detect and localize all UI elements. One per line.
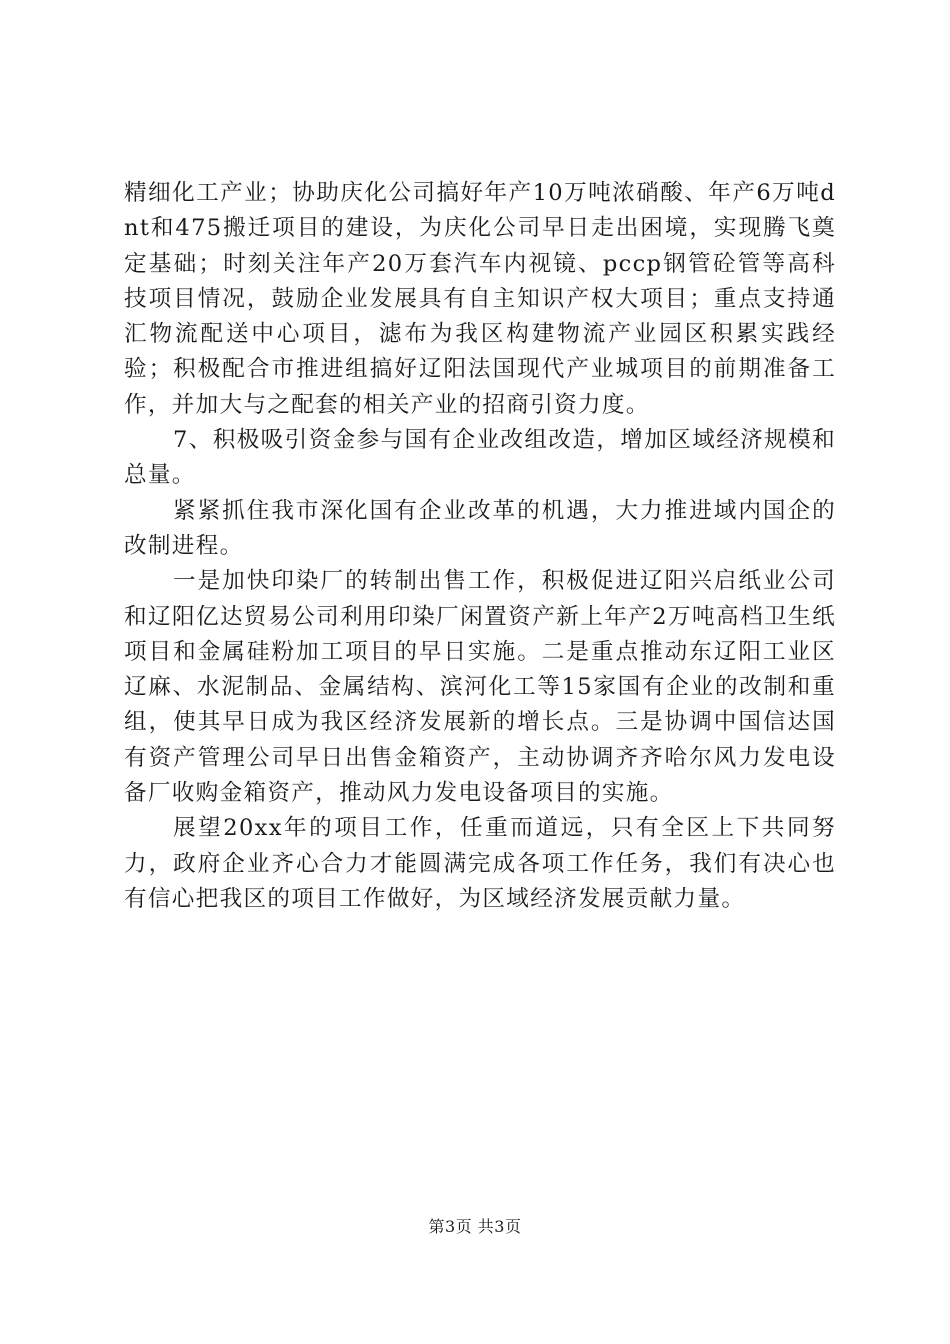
- paragraph-reform-measures: 一是加快印染厂的转制出售工作，积极促进辽阳兴启纸业公司和辽阳亿达贸易公司利用印染厂闲置资产新上年产2万吨高档卫生纸项目和金属硅粉加工项目的早日实施。二是重点推动东辽阳工业区辽麻、水泥制品、金属结构、滨河化工等15家国有企业的改制和重组，使其早日成为我区经济发展新的增长点。三是协调中国信达国有资产管理公司早日出售金箱资产，主动协调齐齐哈尔风力发电设备厂收购金箱资产，推动风力发电设备项目的实施。: [124, 568, 836, 807]
- document-body: [124, 176, 836, 917]
- paragraph-reform-opportunity: 紧紧抓住我市深化国有企业改革的机遇，大力推进域内国企的改制进程。: [124, 497, 836, 559]
- page-number-footer: 第3页 共3页: [428, 1217, 522, 1236]
- paragraph-industry-projects: 精细化工产业；协助庆化公司搞好年产10万吨浓硝酸、年产6万吨dnt和475搬迁项目的建设，为庆化公司早日走出困境，实现腾飞奠定基础；时刻关注年产20万套汽车内视镜、pccp钢管砼管等高科技项目情况，鼓励企业发展具有自主知识产权大项目；重点支持通汇物流配送中心项目，滤布为我区构建物流产业园区积累实践经验；积极配合市推进组搞好辽阳法国现代产业城项目的前期准备工作，并加大与之配套的相关产业的招商引资力度。: [124, 180, 836, 418]
- paragraph-heading-7: 7、积极吸引资金参与国有企业改组改造，增加区域经济规模和总量。: [124, 427, 836, 489]
- paragraph-outlook: 展望20xx年的项目工作，任重而道远，只有全区上下共同努力，政府企业齐心合力才能圆满完成各项工作任务，我们有决心也有信心把我区的项目工作做好，为区域经济发展贡献力量。: [124, 815, 836, 912]
